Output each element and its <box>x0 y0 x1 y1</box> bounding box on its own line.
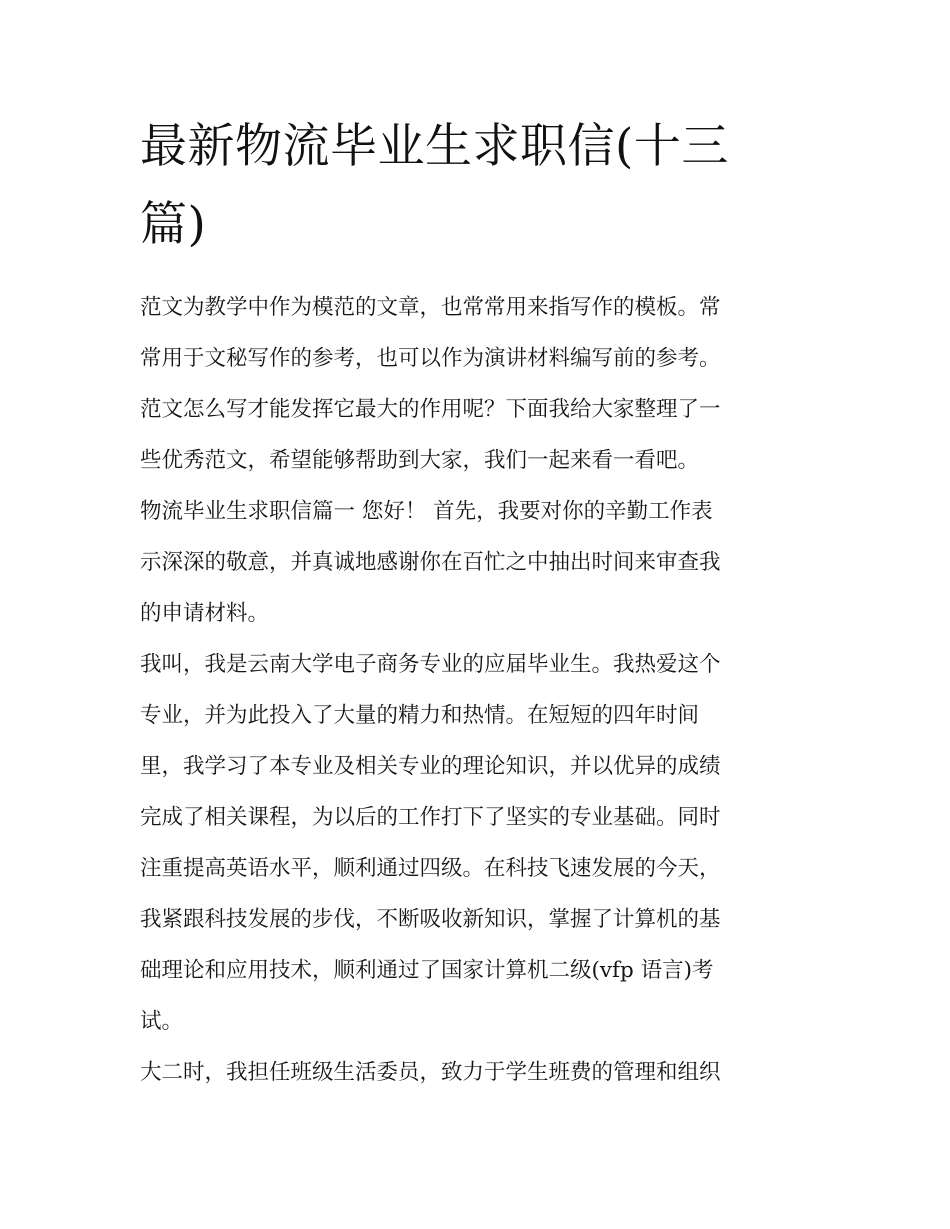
text-line: 示深深的敬意，并真诚地感谢你在百忙之中抽出时间来审查我 <box>140 550 721 575</box>
title-line: 最新物流毕业生求职信(十三 <box>140 119 729 174</box>
document-content <box>140 108 815 1098</box>
title-line: 篇) <box>140 197 207 252</box>
text-line: 我叫，我是云南大学电子商务专业的应届毕业生。我热爱这个 <box>140 652 721 677</box>
text-line: 础理论和应用技术，顺利通过了国家计算机二级(vfp 语言)考 <box>140 958 714 983</box>
document-title <box>140 108 815 264</box>
text-line: 范文怎么写才能发挥它最大的作用呢？下面我给大家整理了一 <box>140 397 721 422</box>
text-line: 里，我学习了本专业及相关专业的理论知识，并以优异的成绩 <box>140 754 721 779</box>
text-line: 试。 <box>140 1009 184 1034</box>
text-line: 范文为教学中作为模范的文章，也常常用来指写作的模板。常 <box>140 295 721 320</box>
self-introduction-paragraph <box>140 639 815 1047</box>
letter-opening-paragraph <box>140 486 815 639</box>
text-line: 注重提高英语水平，顺利通过四级。在科技飞速发展的今天， <box>140 856 721 881</box>
text-line: 完成了相关课程，为以后的工作打下了坚实的专业基础。同时 <box>140 805 721 830</box>
text-line: 些优秀范文，希望能够帮助到大家，我们一起来看一看吧。 <box>140 448 700 473</box>
text-line: 常用于文秘写作的参考，也可以作为演讲材料编写前的参考。 <box>140 346 721 371</box>
text-line: 大二时，我担任班级生活委员，致力于学生班费的管理和组织 <box>140 1060 721 1085</box>
text-line: 专业，并为此投入了大量的精力和热情。在短短的四年时间 <box>140 703 700 728</box>
experience-paragraph <box>140 1047 815 1098</box>
intro-paragraph <box>140 282 815 486</box>
text-line: 物流毕业生求职信篇一 您好！ 首先，我要对你的辛勤工作表 <box>140 499 713 524</box>
text-line: 我紧跟科技发展的步伐，不断吸收新知识，掌握了计算机的基 <box>140 907 721 932</box>
text-line: 的申请材料。 <box>140 601 270 626</box>
